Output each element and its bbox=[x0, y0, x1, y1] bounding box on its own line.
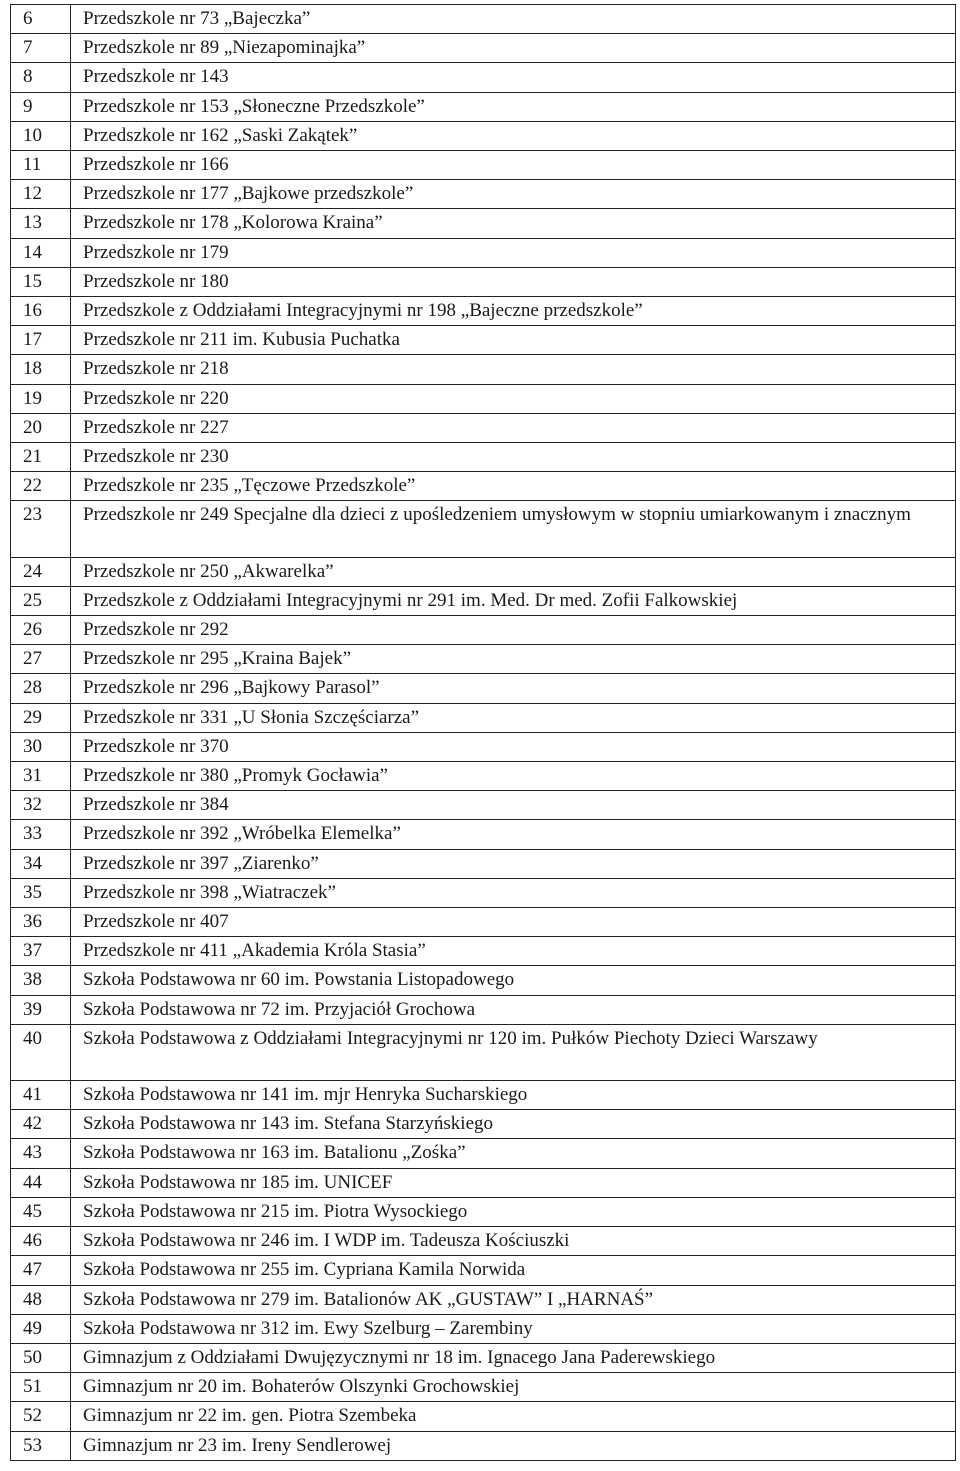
row-number: 45 bbox=[11, 1197, 71, 1226]
institution-name: Przedszkole nr 153 „Słoneczne Przedszkole” bbox=[71, 92, 956, 121]
table-row bbox=[11, 849, 956, 878]
table-row bbox=[11, 413, 956, 442]
institution-name: Gimnazjum nr 23 im. Ireny Sendlerowej bbox=[71, 1431, 956, 1460]
table-row bbox=[11, 1168, 956, 1197]
institution-name: Przedszkole nr 179 bbox=[71, 238, 956, 267]
row-number: 36 bbox=[11, 908, 71, 937]
row-number: 46 bbox=[11, 1227, 71, 1256]
row-number: 9 bbox=[11, 92, 71, 121]
row-number: 42 bbox=[11, 1110, 71, 1139]
institution-name: Szkoła Podstawowa nr 163 im. Batalionu „Zośka” bbox=[71, 1139, 956, 1168]
table-row bbox=[11, 586, 956, 615]
institution-name: Przedszkole nr 166 bbox=[71, 151, 956, 180]
table-row bbox=[11, 557, 956, 586]
table-row bbox=[11, 1227, 956, 1256]
table-row bbox=[11, 616, 956, 645]
table-row bbox=[11, 297, 956, 326]
table-row bbox=[11, 267, 956, 296]
row-number: 30 bbox=[11, 732, 71, 761]
row-number: 35 bbox=[11, 878, 71, 907]
row-number: 47 bbox=[11, 1256, 71, 1285]
table-row bbox=[11, 674, 956, 703]
table-row bbox=[11, 966, 956, 995]
table-row bbox=[11, 937, 956, 966]
row-number: 39 bbox=[11, 995, 71, 1024]
institution-name: Przedszkole nr 178 „Kolorowa Kraina” bbox=[71, 209, 956, 238]
institution-name: Przedszkole nr 411 „Akademia Króla Stasia” bbox=[71, 937, 956, 966]
table-row bbox=[11, 63, 956, 92]
row-number: 51 bbox=[11, 1373, 71, 1402]
institution-name: Przedszkole nr 180 bbox=[71, 267, 956, 296]
row-number: 40 bbox=[11, 1024, 71, 1080]
table-row bbox=[11, 92, 956, 121]
row-number: 24 bbox=[11, 557, 71, 586]
institution-name: Szkoła Podstawowa nr 246 im. I WDP im. Tadeusza Kościuszki bbox=[71, 1227, 956, 1256]
row-number: 6 bbox=[11, 5, 71, 34]
institution-name: Gimnazjum z Oddziałami Dwujęzycznymi nr 18 im. Ignacego Jana Paderewskiego bbox=[71, 1343, 956, 1372]
row-number: 38 bbox=[11, 966, 71, 995]
table-row bbox=[11, 5, 956, 34]
row-number: 21 bbox=[11, 443, 71, 472]
table-row bbox=[11, 703, 956, 732]
table-row bbox=[11, 443, 956, 472]
row-number: 41 bbox=[11, 1081, 71, 1110]
table-row bbox=[11, 1197, 956, 1226]
row-number: 12 bbox=[11, 180, 71, 209]
institution-name: Gimnazjum nr 20 im. Bohaterów Olszynki Grochowskiej bbox=[71, 1373, 956, 1402]
row-number: 43 bbox=[11, 1139, 71, 1168]
row-number: 44 bbox=[11, 1168, 71, 1197]
table-row bbox=[11, 326, 956, 355]
institutions-table-body bbox=[11, 5, 956, 1461]
institution-name: Szkoła Podstawowa nr 185 im. UNICEF bbox=[71, 1168, 956, 1197]
institution-name: Szkoła Podstawowa nr 312 im. Ewy Szelburg – Zarembiny bbox=[71, 1314, 956, 1343]
row-number: 27 bbox=[11, 645, 71, 674]
row-number: 13 bbox=[11, 209, 71, 238]
table-row bbox=[11, 1431, 956, 1460]
institution-name: Gimnazjum nr 22 im. gen. Piotra Szembeka bbox=[71, 1402, 956, 1431]
institution-name: Przedszkole nr 89 „Niezapominajka” bbox=[71, 34, 956, 63]
table-row bbox=[11, 209, 956, 238]
table-row bbox=[11, 762, 956, 791]
institution-name: Przedszkole nr 249 Specjalne dla dzieci z upośledzeniem umysłowym w stopniu umiarkowanym i znacznym bbox=[71, 501, 956, 557]
table-row bbox=[11, 1402, 956, 1431]
row-number: 16 bbox=[11, 297, 71, 326]
row-number: 29 bbox=[11, 703, 71, 732]
institution-name: Szkoła Podstawowa z Oddziałami Integracyjnymi nr 120 im. Pułków Piechoty Dzieci Warszawy bbox=[71, 1024, 956, 1080]
institution-name: Przedszkole nr 220 bbox=[71, 384, 956, 413]
row-number: 32 bbox=[11, 791, 71, 820]
row-number: 53 bbox=[11, 1431, 71, 1460]
institution-name: Przedszkole nr 250 „Akwarelka” bbox=[71, 557, 956, 586]
institution-name: Przedszkole nr 295 „Kraina Bajek” bbox=[71, 645, 956, 674]
table-row bbox=[11, 1110, 956, 1139]
table-row bbox=[11, 1285, 956, 1314]
institution-name: Przedszkole nr 177 „Bajkowe przedszkole” bbox=[71, 180, 956, 209]
row-number: 22 bbox=[11, 472, 71, 501]
institution-name: Przedszkole nr 227 bbox=[71, 413, 956, 442]
table-row bbox=[11, 384, 956, 413]
row-number: 18 bbox=[11, 355, 71, 384]
table-row bbox=[11, 34, 956, 63]
table-row bbox=[11, 472, 956, 501]
row-number: 48 bbox=[11, 1285, 71, 1314]
row-number: 17 bbox=[11, 326, 71, 355]
table-row bbox=[11, 1314, 956, 1343]
row-number: 52 bbox=[11, 1402, 71, 1431]
table-row bbox=[11, 180, 956, 209]
table-row bbox=[11, 238, 956, 267]
table-row bbox=[11, 1081, 956, 1110]
institution-name: Przedszkole nr 73 „Bajeczka” bbox=[71, 5, 956, 34]
table-row bbox=[11, 1139, 956, 1168]
row-number: 15 bbox=[11, 267, 71, 296]
table-row bbox=[11, 1024, 956, 1080]
institution-name: Przedszkole nr 292 bbox=[71, 616, 956, 645]
institution-name: Szkoła Podstawowa nr 255 im. Cypriana Kamila Norwida bbox=[71, 1256, 956, 1285]
row-number: 31 bbox=[11, 762, 71, 791]
institution-name: Przedszkole nr 407 bbox=[71, 908, 956, 937]
institution-name: Przedszkole nr 398 „Wiatraczek” bbox=[71, 878, 956, 907]
table-row bbox=[11, 995, 956, 1024]
institutions-table bbox=[10, 4, 956, 1461]
row-number: 25 bbox=[11, 586, 71, 615]
institution-name: Szkoła Podstawowa nr 143 im. Stefana Starzyńskiego bbox=[71, 1110, 956, 1139]
table-row bbox=[11, 355, 956, 384]
institution-name: Szkoła Podstawowa nr 279 im. Batalionów AK „GUSTAW” I „HARNAŚ” bbox=[71, 1285, 956, 1314]
row-number: 23 bbox=[11, 501, 71, 557]
institution-name: Szkoła Podstawowa nr 72 im. Przyjaciół Grochowa bbox=[71, 995, 956, 1024]
table-row bbox=[11, 820, 956, 849]
table-row bbox=[11, 1373, 956, 1402]
institution-name: Przedszkole nr 218 bbox=[71, 355, 956, 384]
institution-name: Przedszkole nr 143 bbox=[71, 63, 956, 92]
institution-name: Przedszkole nr 296 „Bajkowy Parasol” bbox=[71, 674, 956, 703]
institution-name: Przedszkole nr 230 bbox=[71, 443, 956, 472]
row-number: 34 bbox=[11, 849, 71, 878]
institution-name: Przedszkole nr 380 „Promyk Gocławia” bbox=[71, 762, 956, 791]
institution-name: Przedszkole nr 235 „Tęczowe Przedszkole” bbox=[71, 472, 956, 501]
row-number: 49 bbox=[11, 1314, 71, 1343]
row-number: 28 bbox=[11, 674, 71, 703]
row-number: 10 bbox=[11, 121, 71, 150]
row-number: 50 bbox=[11, 1343, 71, 1372]
row-number: 33 bbox=[11, 820, 71, 849]
institution-name: Przedszkole nr 384 bbox=[71, 791, 956, 820]
institution-name: Przedszkole nr 211 im. Kubusia Puchatka bbox=[71, 326, 956, 355]
row-number: 37 bbox=[11, 937, 71, 966]
institution-name: Przedszkole nr 397 „Ziarenko” bbox=[71, 849, 956, 878]
table-row bbox=[11, 121, 956, 150]
row-number: 20 bbox=[11, 413, 71, 442]
institution-name: Szkoła Podstawowa nr 60 im. Powstania Listopadowego bbox=[71, 966, 956, 995]
institution-name: Szkoła Podstawowa nr 141 im. mjr Henryka Sucharskiego bbox=[71, 1081, 956, 1110]
institution-name: Przedszkole z Oddziałami Integracyjnymi nr 291 im. Med. Dr med. Zofii Falkowskiej bbox=[71, 586, 956, 615]
table-row bbox=[11, 791, 956, 820]
row-number: 8 bbox=[11, 63, 71, 92]
row-number: 19 bbox=[11, 384, 71, 413]
row-number: 14 bbox=[11, 238, 71, 267]
institution-name: Przedszkole nr 331 „U Słonia Szczęściarza” bbox=[71, 703, 956, 732]
table-row bbox=[11, 1256, 956, 1285]
institution-name: Przedszkole z Oddziałami Integracyjnymi nr 198 „Bajeczne przedszkole” bbox=[71, 297, 956, 326]
row-number: 26 bbox=[11, 616, 71, 645]
institution-name: Przedszkole nr 392 „Wróbelka Elemelka” bbox=[71, 820, 956, 849]
table-row bbox=[11, 1343, 956, 1372]
row-number: 11 bbox=[11, 151, 71, 180]
table-row bbox=[11, 501, 956, 557]
row-number: 7 bbox=[11, 34, 71, 63]
institution-name: Przedszkole nr 162 „Saski Zakątek” bbox=[71, 121, 956, 150]
table-row bbox=[11, 732, 956, 761]
table-row bbox=[11, 878, 956, 907]
institution-name: Przedszkole nr 370 bbox=[71, 732, 956, 761]
institution-name: Szkoła Podstawowa nr 215 im. Piotra Wysockiego bbox=[71, 1197, 956, 1226]
table-row bbox=[11, 908, 956, 937]
table-row bbox=[11, 645, 956, 674]
table-row bbox=[11, 151, 956, 180]
